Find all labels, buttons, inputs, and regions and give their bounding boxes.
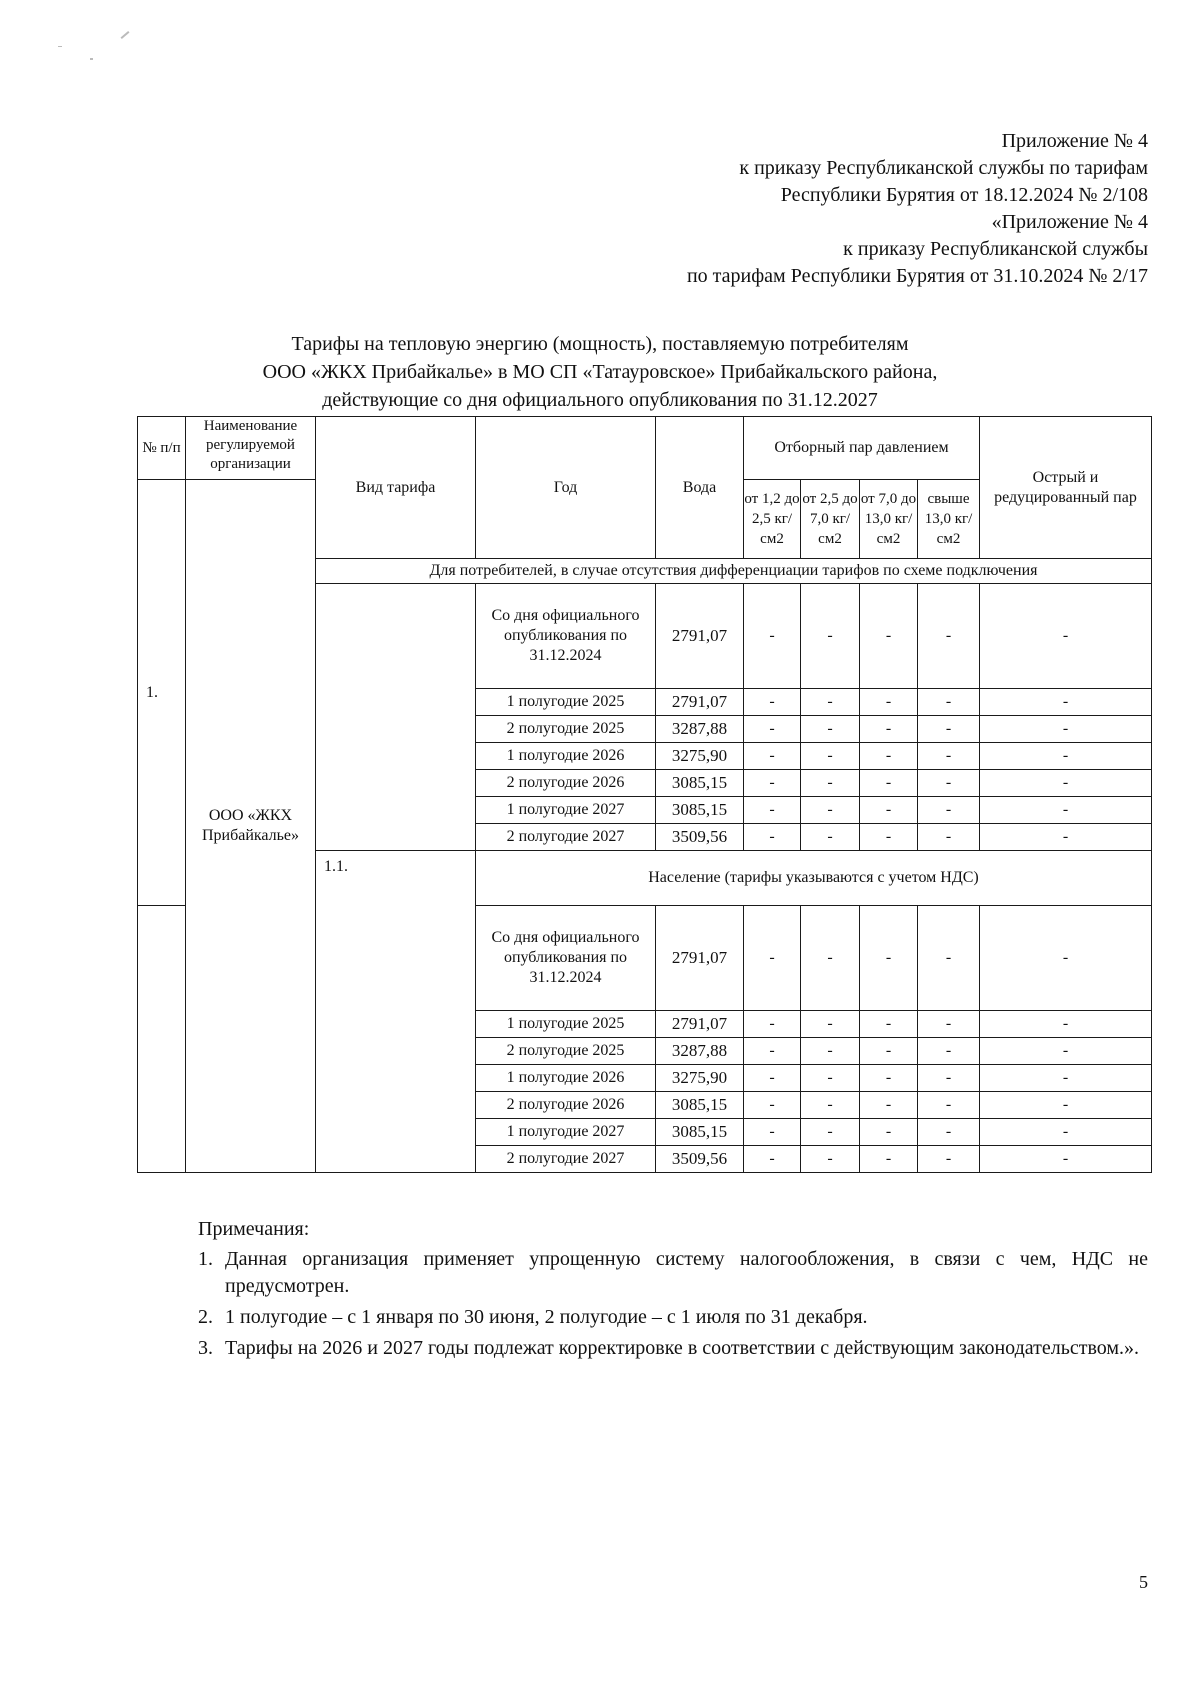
water-value: 3509,56 (656, 824, 744, 851)
water-value: 3509,56 (656, 1146, 744, 1173)
sharp-steam-value: - (980, 584, 1152, 689)
sharp-steam-value: - (980, 824, 1152, 851)
title-line: ООО «ЖКХ Прибайкалье» в МО СП «Татауровское» Прибайкальского района, (262, 361, 938, 383)
period-cell: 2 полугодие 2026 (476, 1092, 656, 1119)
steam-value: - (860, 1146, 918, 1173)
sharp-steam-value: - (980, 1146, 1152, 1173)
steam-value: - (744, 1065, 801, 1092)
steam-value: - (918, 1119, 980, 1146)
steam-value: - (801, 1146, 860, 1173)
header-sharp-steam: Острый и редуцированный пар (980, 417, 1152, 559)
steam-value: - (918, 1146, 980, 1173)
note-number: 2. (198, 1306, 213, 1328)
period-cell: 1 полугодие 2027 (476, 1119, 656, 1146)
steam-value: - (918, 824, 980, 851)
steam-value: - (801, 797, 860, 824)
steam-value: - (801, 906, 860, 1011)
steam-value: - (801, 743, 860, 770)
sharp-steam-value: - (980, 1065, 1152, 1092)
steam-value: - (918, 797, 980, 824)
section-label: Для потребителей, в случае отсутствия дифференциации тарифов по схеме подключения (316, 559, 1152, 584)
section-number: 1. (138, 480, 186, 906)
steam-value: - (860, 689, 918, 716)
section-number: 1.1. (316, 851, 476, 1173)
pressure-range: от 2,5 до 7,0 кг/см2 (801, 480, 860, 559)
water-value: 3085,15 (656, 797, 744, 824)
steam-value: - (801, 1092, 860, 1119)
period-cell: Со дня официального опубликования по 31.12.2024 (476, 584, 656, 689)
steam-value: - (801, 584, 860, 689)
steam-value: - (918, 743, 980, 770)
sharp-steam-value: - (980, 716, 1152, 743)
pressure-range: от 1,2 до 2,5 кг/см2 (744, 480, 801, 559)
water-value: 3275,90 (656, 743, 744, 770)
approval-header (687, 128, 1148, 290)
tariff-type-cell (138, 906, 186, 1173)
notes-list (198, 1246, 1148, 1362)
notes-section (198, 1216, 1148, 1366)
steam-value: - (860, 1038, 918, 1065)
period-cell: 1 полугодие 2027 (476, 797, 656, 824)
period-cell: 2 полугодие 2025 (476, 1038, 656, 1065)
note-text: Данная организация применяет упрощенную систему налогообложения, в связи с чем, НДС не предусмотрен. (225, 1248, 1148, 1297)
steam-value: - (860, 1092, 918, 1119)
steam-value: - (860, 1065, 918, 1092)
note-number: 3. (198, 1337, 213, 1359)
steam-value: - (860, 906, 918, 1011)
steam-value: - (744, 1038, 801, 1065)
steam-value: - (801, 1119, 860, 1146)
water-value: 2791,07 (656, 906, 744, 1011)
sharp-steam-value: - (980, 770, 1152, 797)
header-tariff-type: Вид тарифа (316, 417, 476, 559)
period-cell: 1 полугодие 2026 (476, 1065, 656, 1092)
note-item (198, 1304, 1148, 1331)
steam-value: - (744, 689, 801, 716)
sharp-steam-value: - (980, 1038, 1152, 1065)
steam-value: - (860, 770, 918, 797)
pressure-range: от 7,0 до 13,0 кг/см2 (860, 480, 918, 559)
sharp-steam-value: - (980, 743, 1152, 770)
steam-value: - (860, 716, 918, 743)
steam-value: - (860, 797, 918, 824)
steam-value: - (744, 824, 801, 851)
title-line: действующие со дня официального опубликования по 31.12.2027 (322, 389, 878, 411)
scan-speck (121, 31, 130, 39)
steam-value: - (918, 584, 980, 689)
sharp-steam-value: - (980, 1011, 1152, 1038)
scan-speck (90, 58, 93, 60)
water-value: 3287,88 (656, 1038, 744, 1065)
period-cell: 1 полугодие 2025 (476, 689, 656, 716)
water-value: 3275,90 (656, 1065, 744, 1092)
section-label: Население (тарифы указываются с учетом НДС) (476, 851, 1152, 906)
steam-value: - (860, 1011, 918, 1038)
header-water: Вода (656, 417, 744, 559)
tariff-table (137, 416, 1152, 1173)
period-cell: Со дня официального опубликования по 31.12.2024 (476, 906, 656, 1011)
sharp-steam-value: - (980, 797, 1152, 824)
steam-value: - (744, 584, 801, 689)
steam-value: - (918, 1092, 980, 1119)
period-cell: 2 полугодие 2027 (476, 1146, 656, 1173)
header-line: Приложение № 4 (1001, 130, 1148, 152)
header-line: по тарифам Республики Бурятия от 31.10.2024 № 2/17 (686, 265, 1148, 287)
steam-value: - (801, 716, 860, 743)
steam-value: - (918, 1011, 980, 1038)
water-value: 2791,07 (656, 584, 744, 689)
steam-value: - (744, 1146, 801, 1173)
steam-value: - (918, 1065, 980, 1092)
period-cell: 1 полугодие 2025 (476, 1011, 656, 1038)
sharp-steam-value: - (980, 1092, 1152, 1119)
header-org: Наименование регулируемой организации (186, 417, 316, 480)
sharp-steam-value: - (980, 1119, 1152, 1146)
water-value: 2791,07 (656, 689, 744, 716)
sharp-steam-value: - (980, 689, 1152, 716)
steam-value: - (801, 824, 860, 851)
water-value: 3085,15 (656, 770, 744, 797)
organization-name: ООО «ЖКХ Прибайкалье» (186, 480, 316, 1173)
note-item (198, 1246, 1148, 1300)
steam-value: - (801, 1038, 860, 1065)
page-number: 5 (1139, 1572, 1148, 1592)
header-line: «Приложение № 4 (991, 211, 1148, 233)
water-value: 3287,88 (656, 716, 744, 743)
period-cell: 2 полугодие 2025 (476, 716, 656, 743)
steam-value: - (918, 716, 980, 743)
note-text: 1 полугодие – с 1 января по 30 июня, 2 полугодие – с 1 июля по 31 декабря. (225, 1306, 868, 1328)
tariff-type-cell (316, 584, 476, 851)
steam-value: - (918, 689, 980, 716)
steam-value: - (744, 770, 801, 797)
steam-value: - (918, 906, 980, 1011)
header-line: к приказу Республиканской службы по тарифам (739, 157, 1148, 179)
steam-value: - (744, 797, 801, 824)
steam-value: - (801, 689, 860, 716)
pressure-range: свыше 13,0 кг/см2 (918, 480, 980, 559)
header-selected-steam: Отборный пар давлением (744, 417, 980, 480)
header-num: № п/п (138, 417, 186, 480)
period-cell: 2 полугодие 2026 (476, 770, 656, 797)
steam-value: - (744, 1011, 801, 1038)
steam-value: - (860, 1119, 918, 1146)
steam-value: - (744, 716, 801, 743)
header-year: Год (476, 417, 656, 559)
steam-value: - (744, 743, 801, 770)
water-value: 3085,15 (656, 1119, 744, 1146)
note-text: Тарифы на 2026 и 2027 годы подлежат корректировке в соответствии с действующим законодательством.». (225, 1337, 1140, 1359)
steam-value: - (918, 1038, 980, 1065)
steam-value: - (860, 743, 918, 770)
title-line: Тарифы на тепловую энергию (мощность), поставляемую потребителям (291, 333, 909, 355)
water-value: 3085,15 (656, 1092, 744, 1119)
sharp-steam-value: - (980, 906, 1152, 1011)
header-line: к приказу Республиканской службы (843, 238, 1148, 260)
notes-title: Примечания: (198, 1218, 310, 1240)
scan-speck (58, 46, 62, 47)
steam-value: - (860, 824, 918, 851)
document-title (130, 330, 1070, 414)
note-number: 1. (198, 1248, 213, 1270)
steam-value: - (801, 1011, 860, 1038)
steam-value: - (860, 584, 918, 689)
steam-value: - (801, 1065, 860, 1092)
header-line: Республики Бурятия от 18.12.2024 № 2/108 (780, 184, 1148, 206)
note-item (198, 1335, 1148, 1362)
steam-value: - (918, 770, 980, 797)
steam-value: - (744, 1092, 801, 1119)
steam-value: - (744, 1119, 801, 1146)
water-value: 2791,07 (656, 1011, 744, 1038)
steam-value: - (801, 770, 860, 797)
steam-value: - (744, 906, 801, 1011)
period-cell: 2 полугодие 2027 (476, 824, 656, 851)
period-cell: 1 полугодие 2026 (476, 743, 656, 770)
